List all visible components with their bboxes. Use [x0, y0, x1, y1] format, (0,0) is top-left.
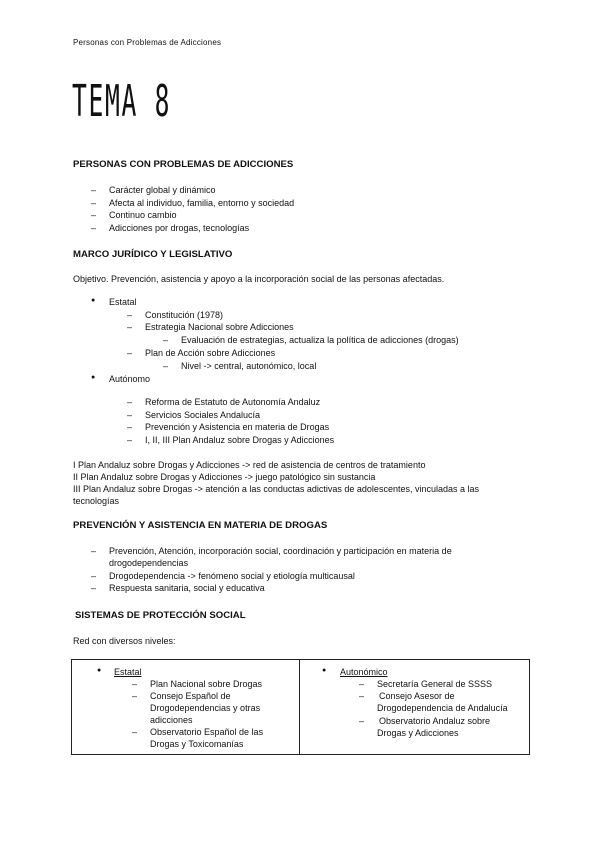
list-item: Drogodependencia -> fenómeno social y etiología multicausal: [109, 571, 355, 581]
list-dash: –: [359, 716, 365, 726]
table-item-continued: Drogas y Adicciones: [377, 728, 459, 738]
list-dash: –: [127, 410, 133, 420]
list-item: Reforma de Estatuto de Autonomía Andaluz: [145, 397, 321, 407]
plan-line: tecnologías: [73, 496, 120, 506]
table-item: Observatorio Andaluz sobre: [379, 716, 491, 726]
plan-line: III Plan Andaluz sobre Drogas -> atención a las conductas adictivas de adolescentes, vinculadas a las: [73, 484, 479, 494]
list-item: Carácter global y dinámico: [109, 185, 216, 195]
list-dash: –: [91, 571, 97, 581]
list-item-estatal: Estatal: [109, 297, 137, 307]
list-item-continued: drogodependencias: [109, 558, 189, 568]
list-item: I, II, III Plan Andaluz sobre Drogas y Adicciones: [145, 435, 335, 445]
list-dash: –: [91, 210, 97, 220]
list-item: Afecta al individuo, familia, entorno y sociedad: [109, 198, 295, 208]
table-item-continued: Drogodependencia de Andalucía: [377, 703, 508, 713]
plan-line: I Plan Andaluz sobre Drogas y Adicciones -> red de asistencia de centros de tratamiento: [73, 460, 426, 470]
list-item: Adicciones por drogas, tecnologías: [109, 223, 250, 233]
list-dash: –: [127, 310, 133, 320]
list-dash: –: [127, 348, 133, 358]
list-item: Evaluación de estrategias, actualiza la política de adicciones (drogas): [181, 335, 459, 345]
list-item: Prevención y Asistencia en materia de Drogas: [145, 422, 330, 432]
list-item: Continuo cambio: [109, 210, 177, 220]
list-dash: –: [127, 397, 133, 407]
table-col-autonomico: Autonómico: [340, 667, 388, 677]
list-dash: –: [127, 422, 133, 432]
table-col-estatal: Estatal: [114, 667, 142, 677]
list-dash: –: [127, 322, 133, 332]
section-heading-prevencion: PREVENCIÓN Y ASISTENCIA EN MATERIA DE DROGAS: [73, 520, 328, 531]
list-dash: –: [132, 691, 138, 701]
page-header: Personas con Problemas de Adicciones: [73, 38, 222, 47]
table-item: Consejo Español de: [150, 691, 231, 701]
table-divider: [299, 660, 300, 754]
section-heading-adicciones: PERSONAS CON PROBLEMAS DE ADICCIONES: [73, 159, 294, 170]
plan-line: II Plan Andaluz sobre Drogas y Adicciones -> juego patológico sin sustancia: [73, 472, 376, 482]
list-dash: –: [132, 679, 138, 689]
list-item: Estrategia Nacional sobre Adicciones: [145, 322, 294, 332]
table-item: Consejo Asesor de: [379, 691, 455, 701]
bullet-dot: ●: [91, 374, 96, 381]
list-dash: –: [132, 727, 138, 737]
list-dash: –: [359, 691, 365, 701]
list-dash: –: [163, 335, 169, 345]
list-dash: –: [91, 198, 97, 208]
list-item: Servicios Sociales Andalucía: [145, 410, 261, 420]
table-item: Secretaría General de SSSS: [377, 679, 493, 689]
list-dash: –: [91, 583, 97, 593]
bullet-dot: ●: [91, 297, 96, 304]
section-heading-marco: MARCO JURÍDICO Y LEGISLATIVO: [73, 249, 233, 260]
list-item-autonomo: Autónomo: [109, 374, 151, 384]
list-item: Plan de Acción sobre Adicciones: [145, 348, 276, 358]
list-dash: –: [91, 546, 97, 556]
table-item: Observatorio Español de las: [150, 727, 264, 737]
list-item: Respuesta sanitaria, social y educativa: [109, 583, 265, 593]
table-item-continued: Drogas y Toxicomanías: [150, 739, 244, 749]
list-dash: –: [359, 679, 365, 689]
list-dash: –: [91, 223, 97, 233]
table-item-continued: adicciones: [150, 715, 193, 725]
list-dash: –: [91, 185, 97, 195]
list-dash: –: [163, 361, 169, 371]
page-title: TEMA 8: [72, 76, 172, 127]
table-item-continued: Drogodependencias y otras: [150, 703, 261, 713]
bullet-dot: ●: [97, 667, 102, 674]
bullet-dot: ●: [322, 667, 327, 674]
objective-text: Objetivo. Prevención, asistencia y apoyo a la incorporación social de las personas afectadas.: [73, 274, 445, 284]
list-item: Nivel -> central, autonómico, local: [181, 361, 317, 371]
list-item: Constitución (1978): [145, 310, 224, 320]
list-item: Prevención, Atención, incorporación social, coordinación y participación en materia de: [109, 546, 452, 556]
intro-text: Red con diversos niveles:: [73, 636, 176, 646]
table-item: Plan Nacional sobre Drogas: [150, 679, 263, 689]
list-dash: –: [127, 435, 133, 445]
section-heading-sistemas: SISTEMAS DE PROTECCIÓN SOCIAL: [75, 610, 246, 621]
